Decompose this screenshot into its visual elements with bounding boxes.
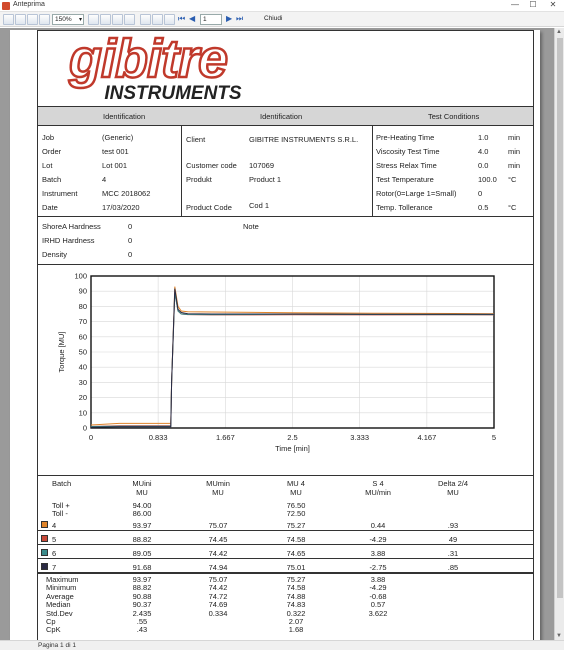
first-page-icon[interactable]: ⏮ [178, 14, 186, 23]
batch-value: 4 [102, 175, 107, 184]
stat-s4: 0.57 [370, 600, 386, 610]
chevron-down-icon: ▾ [78, 17, 82, 23]
open-icon[interactable] [3, 14, 14, 25]
last-page-icon[interactable]: ⏭ [236, 14, 244, 23]
customer-code-value: 107069 [249, 161, 275, 170]
stat-muini: 88.82 [132, 583, 152, 593]
condition-label: Temp. Tollerance [376, 203, 433, 212]
cell-mu4: 75.27 [286, 521, 306, 530]
stat-label: Std.Dev [46, 608, 73, 618]
column-unit: MU/min [365, 488, 391, 497]
export-icon[interactable] [39, 14, 50, 25]
column-header: MUmin [206, 479, 230, 488]
close-preview-button[interactable]: Chiudi [264, 15, 283, 22]
condition-label: Test Temperature [376, 175, 434, 184]
column-unit: MU [212, 488, 224, 497]
cell-delta: .85 [447, 563, 459, 572]
series-color-swatch [41, 563, 48, 570]
x-tick-label: 0.833 [148, 433, 168, 442]
product-value: Product 1 [249, 175, 282, 184]
multi-page-icon[interactable] [124, 14, 135, 25]
cell-muini: 89.05 [132, 549, 152, 558]
stat-mu4: 2.07 [288, 617, 304, 626]
product-label: Produkt [186, 175, 212, 184]
two-pages-icon[interactable] [112, 14, 123, 25]
order-label: Order [42, 147, 62, 156]
cell-muini: 88.82 [132, 535, 152, 544]
condition-value: 0.5 [478, 203, 489, 212]
y-tick-label: 20 [78, 393, 87, 403]
cell-s4: 0.44 [370, 521, 386, 530]
tol-plus-mu4: 76.50 [286, 501, 306, 510]
condition-value: 0.0 [478, 161, 489, 170]
cell-mumin: 74.42 [208, 549, 228, 558]
stat-label: Average [46, 591, 74, 601]
logo-top-text: gibitre [68, 35, 228, 89]
column-header: Delta 2/4 [437, 479, 469, 488]
scroll-down-icon[interactable]: ▼ [556, 633, 562, 639]
save-icon[interactable] [27, 14, 38, 25]
stat-s4: -4.29 [369, 583, 387, 593]
y-axis-label: Torque [MU] [57, 331, 66, 373]
cell-s4: -4.29 [369, 535, 387, 544]
divider [38, 264, 533, 265]
close-window-button[interactable]: ✕ [549, 0, 557, 9]
page-info: Pagina 1 di 1 [38, 642, 76, 649]
stat-muini: 90.88 [132, 591, 152, 601]
cell-mu4: 74.65 [286, 549, 306, 558]
vertical-scrollbar[interactable] [554, 28, 564, 640]
condition-label: Viscosity Test Time [376, 147, 440, 156]
column-unit: MU [290, 488, 302, 497]
table-row [38, 519, 533, 531]
status-bar [0, 640, 564, 650]
column-unit: MU [136, 488, 148, 497]
stat-mu4: 0.322 [286, 608, 306, 618]
stat-s4: 3.622 [368, 608, 388, 618]
header-identification-2: Identification [260, 112, 303, 121]
maximize-button[interactable]: ☐ [529, 0, 537, 9]
section-header [38, 106, 533, 126]
page-number-input[interactable]: 1 [200, 14, 222, 25]
header-identification-1: Identification [103, 112, 146, 121]
cell-muini: 93.97 [132, 521, 152, 530]
scroll-up-icon[interactable]: ▲ [556, 29, 562, 35]
column-header: Batch [52, 479, 72, 488]
shore-value: 0 [128, 222, 133, 231]
job-label: Job [42, 133, 55, 142]
condition-label: Rotor(0=Large 1=Small) [376, 189, 457, 198]
column-unit: MU [447, 488, 459, 497]
stat-mumin: 75.07 [208, 575, 228, 584]
column-header: MUini [132, 479, 152, 488]
x-tick-label: 0 [88, 433, 94, 442]
y-tick-label: 60 [78, 332, 87, 342]
stat-muini: .43 [136, 625, 148, 635]
stat-label: Minimum [46, 583, 77, 593]
stat-muini: 2.435 [132, 608, 152, 618]
header-test-conditions: Test Conditions [428, 112, 480, 121]
page-width-icon[interactable] [88, 14, 99, 25]
cell-mumin: 74.94 [208, 563, 228, 572]
stat-label: Cp [46, 617, 56, 626]
y-tick-label: 10 [78, 408, 87, 418]
print-icon[interactable] [15, 14, 26, 25]
stat-mu4: 74.58 [286, 583, 306, 593]
toolbar [0, 12, 564, 27]
client-label: Client [186, 135, 206, 144]
customer-code-label: Customer code [186, 161, 237, 170]
zoom-select[interactable] [52, 14, 84, 25]
prev-page-icon[interactable]: ◀ [189, 14, 196, 23]
tol-plus-label: Toll + [52, 501, 70, 510]
divider [372, 126, 373, 216]
date-value: 17/03/2020 [102, 203, 140, 212]
tol-minus-muini: 86.00 [132, 509, 152, 518]
single-page-icon[interactable] [140, 14, 151, 25]
cell-mumin: 74.45 [208, 535, 228, 544]
cell-delta: .93 [447, 521, 459, 530]
tol-minus-mu4: 72.50 [286, 509, 306, 518]
cell-mu4: 74.58 [286, 535, 306, 544]
cell-s4: -2.75 [369, 563, 387, 572]
cell-batch: 4 [52, 521, 57, 530]
stat-mumin: 74.42 [208, 583, 228, 593]
instrument-value: MCC 2018062 [102, 189, 151, 198]
condition-label: Stress Relax Time [376, 161, 437, 170]
stat-mumin: 74.69 [208, 600, 228, 610]
note-label: Note [243, 222, 259, 231]
lot-label: Lot [42, 161, 53, 170]
window-titlebar [0, 0, 564, 12]
client-value: GIBITRE INSTRUMENTS S.R.L. [249, 135, 359, 144]
shore-label: ShoreA Hardness [42, 222, 101, 231]
layout-icon[interactable] [152, 14, 163, 25]
stat-mumin: 0.334 [208, 608, 228, 618]
cell-mumin: 75.07 [208, 521, 228, 530]
stat-mu4: 1.68 [288, 625, 304, 635]
table-row [38, 547, 533, 559]
condition-unit: min [508, 147, 521, 156]
condition-unit: °C [508, 203, 517, 212]
settings-icon[interactable] [164, 14, 175, 25]
logo-bottom-text: INSTRUMENTS [104, 83, 242, 104]
order-value: test 001 [102, 147, 129, 156]
divider [38, 475, 533, 476]
torque-chart [38, 266, 533, 476]
x-axis-label: Time [min] [275, 444, 310, 453]
column-header: S 4 [372, 479, 384, 488]
stat-muini: 90.37 [132, 600, 152, 610]
cell-batch: 7 [52, 563, 57, 572]
cell-s4: 3.88 [370, 549, 386, 558]
y-tick-label: 40 [78, 362, 87, 372]
density-value: 0 [128, 250, 133, 259]
tol-minus-label: Toll - [52, 509, 68, 518]
report-frame [37, 30, 534, 650]
condition-value: 4.0 [478, 147, 489, 156]
cell-delta: .31 [447, 549, 459, 558]
date-label: Date [42, 203, 58, 212]
x-tick-label: 2.5 [287, 433, 298, 442]
stat-label: CpK [46, 625, 61, 635]
stat-s4: 3.88 [370, 575, 386, 584]
y-tick-label: 50 [78, 347, 87, 357]
x-tick-label: 1.667 [215, 433, 235, 442]
stat-label: Median [46, 600, 71, 610]
divider [38, 216, 533, 217]
report-page [10, 30, 540, 650]
series-color-swatch [41, 535, 48, 542]
cell-mu4: 75.01 [286, 563, 306, 572]
stats-row [38, 625, 533, 634]
series-color-swatch [41, 549, 48, 556]
y-tick-label: 80 [78, 301, 87, 311]
tol-plus-muini: 94.00 [132, 501, 152, 510]
column-header: MU 4 [287, 479, 305, 488]
cell-muini: 91.68 [132, 563, 152, 572]
product-code-label: Product Code [186, 203, 232, 212]
cell-batch: 6 [52, 549, 57, 558]
stat-mu4: 74.83 [286, 600, 306, 610]
product-code-value: Cod 1 [249, 201, 270, 210]
condition-unit: °C [508, 175, 517, 184]
batch-label: Batch [42, 175, 62, 184]
x-tick-label: 3.333 [350, 433, 370, 442]
y-tick-label: 70 [78, 317, 87, 327]
x-tick-label: 5 [491, 433, 497, 442]
x-tick-label: 4.167 [417, 433, 437, 442]
cell-delta: 49 [448, 535, 458, 544]
y-tick-label: 90 [78, 286, 87, 296]
next-page-icon[interactable]: ▶ [226, 14, 233, 23]
whole-page-icon[interactable] [100, 14, 111, 25]
condition-unit: min [508, 133, 521, 142]
irhd-value: 0 [128, 236, 133, 245]
company-logo [43, 35, 253, 105]
job-value: (Generic) [102, 133, 134, 142]
series-color-swatch [41, 521, 48, 528]
divider [181, 126, 182, 216]
scrollbar-thumb[interactable] [557, 38, 563, 598]
stat-mu4: 75.27 [286, 575, 306, 584]
window-title: Anteprima [13, 1, 45, 8]
stat-mumin: 74.72 [208, 591, 228, 601]
condition-unit: min [508, 161, 521, 170]
y-tick-label: 0 [82, 423, 87, 433]
density-label: Density [42, 250, 68, 259]
instrument-label: Instrument [42, 189, 78, 198]
condition-label: Pre-Heating Time [376, 133, 435, 142]
stat-muini: .55 [136, 617, 148, 626]
table-row [38, 533, 533, 545]
lot-value: Lot 001 [102, 161, 128, 170]
stat-muini: 93.97 [132, 575, 152, 584]
stat-s4: -0.68 [369, 591, 387, 601]
condition-value: 1.0 [478, 133, 489, 142]
condition-value: 100.0 [478, 175, 497, 184]
minimize-button[interactable]: — [511, 0, 519, 9]
divider [38, 572, 533, 574]
y-tick-label: 30 [78, 377, 87, 387]
cell-batch: 5 [52, 535, 57, 544]
irhd-label: IRHD Hardness [42, 236, 95, 245]
y-tick-label: 100 [74, 271, 87, 281]
stat-label: Maximum [46, 575, 79, 584]
stat-mu4: 74.88 [286, 591, 306, 601]
zoom-value: 150% [55, 16, 72, 23]
condition-value: 0 [478, 189, 483, 198]
app-icon [2, 2, 10, 10]
